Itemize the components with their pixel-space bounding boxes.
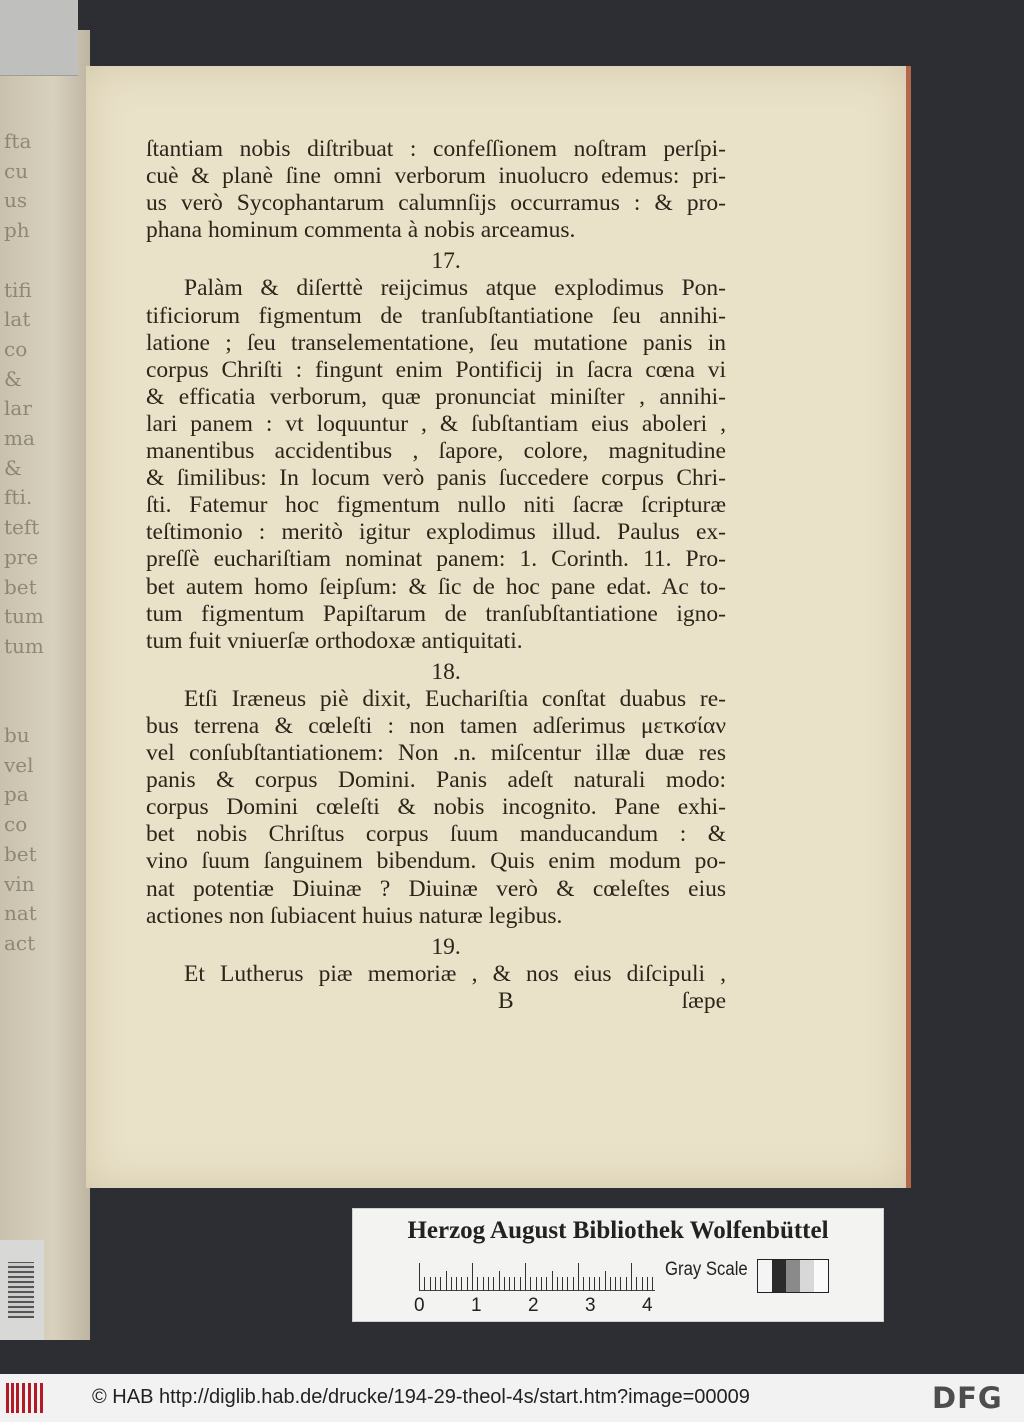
catchword: ſæpe <box>681 987 726 1014</box>
ruler-tick <box>514 1277 515 1291</box>
text-line: corpus Domini cœleſti & nobis incognito. Pane exhi- <box>146 794 726 821</box>
adjacent-page-fragment: ma <box>4 426 35 450</box>
text-line: bet nobis Chriſtus corpus ſuum manducandum : & <box>146 821 726 848</box>
ruler-tick <box>605 1271 606 1291</box>
adjacent-page-fragment: co <box>4 812 28 837</box>
ruler-tick <box>557 1277 558 1291</box>
adjacent-page-fragment: nat <box>4 901 37 926</box>
adjacent-page-fragment: us <box>4 188 28 213</box>
text-line: manentibus accidentibus , ſapore, colore, magnitudine <box>146 438 726 465</box>
ruler-tick <box>610 1277 611 1291</box>
ruler-tick <box>652 1277 653 1291</box>
ruler-tick <box>435 1277 436 1291</box>
text-line: tificiorum figmentum de tranſubſtantiatione ſeu annihi- <box>146 302 726 329</box>
library-strip <box>352 1208 884 1322</box>
ruler-tick <box>578 1263 579 1291</box>
adjacent-page-fragment: lar <box>4 396 32 421</box>
footer-url[interactable]: © HAB http://diglib.hab.de/drucke/194-29-theol-4s/start.htm?image=00009 <box>92 1386 750 1408</box>
text-line: & efficatia verborum, quæ pronunciat miniſter , annihi- <box>146 383 726 410</box>
ruler-tick <box>477 1277 478 1291</box>
adjacent-page-fragment: fti. <box>4 485 33 510</box>
ruler-tick <box>456 1277 457 1291</box>
ruler-tick <box>562 1277 563 1291</box>
text-line: us verò Sycophantarum calumnſijs occurramus : & pro- <box>146 190 726 217</box>
section-number: 17. <box>431 248 461 275</box>
catchword-row <box>146 988 726 1015</box>
adjacent-page-fragment: fta <box>4 129 32 153</box>
text-line: Palàm & diſerttè reijcimus atque explodimus Pon- <box>184 275 726 302</box>
adjacent-page-fragment: & <box>4 455 22 480</box>
ruler-tick <box>488 1277 489 1291</box>
ruler-tick <box>493 1277 494 1291</box>
text-line: preſſè euchariſtiam nominat panem: 1. Corinth. 11. Pro- <box>146 546 726 573</box>
hab-logo-icon <box>6 1383 46 1413</box>
adjacent-page-fragment: pa <box>4 782 29 807</box>
ruler-tick <box>424 1277 425 1291</box>
ruler-tick <box>620 1277 621 1291</box>
text-line: teſtimonio : meritò igitur explodimus illud. Paulus ex- <box>146 519 726 546</box>
ruler-tick <box>567 1277 568 1291</box>
text-line: tum fuit vniuerſæ orthodoxæ antiquitati. <box>146 627 523 654</box>
adjacent-page-fragment: lat <box>4 307 31 332</box>
ruler-tick <box>642 1277 643 1291</box>
ruler-tick <box>589 1277 590 1291</box>
section-number: 18. <box>431 658 461 685</box>
adjacent-page-fragment: act <box>4 930 36 955</box>
ruler-tick <box>499 1271 500 1291</box>
ruler-tick <box>546 1277 547 1291</box>
adjacent-page-fragment: ph <box>4 218 30 243</box>
adjacent-page-fragment: vel <box>4 752 34 777</box>
ruler-tick <box>583 1277 584 1291</box>
ruler-tick <box>594 1277 595 1291</box>
page-text <box>146 136 726 1015</box>
ruler-tick <box>440 1277 441 1291</box>
ruler-number: 3 <box>585 1295 596 1316</box>
text-line: bus terrena & cœleſti : non tamen adſerimus μετκσίαν <box>146 712 726 739</box>
gray-scale-swatch <box>757 1259 829 1293</box>
adjacent-page-fragment: tum <box>4 604 44 629</box>
ruler-tick <box>525 1263 526 1291</box>
ruler-tick <box>615 1277 616 1291</box>
ruler-tick <box>461 1277 462 1291</box>
adjacent-page-fragment: bet <box>4 841 37 866</box>
ruler-tick <box>573 1277 574 1291</box>
ruler-tick <box>520 1277 521 1291</box>
ruler-tick <box>636 1277 637 1291</box>
text-line: vino ſuum ſanguinem bibendum. Quis enim modum po- <box>146 848 726 875</box>
ruler-tick <box>631 1263 632 1291</box>
ruler-tick <box>419 1263 420 1291</box>
ruler-number: 1 <box>471 1295 482 1316</box>
adjacent-page-fragment: tifi <box>4 277 32 302</box>
ruler-tick <box>430 1277 431 1291</box>
adjacent-page-fragment: bet <box>4 574 37 599</box>
ruler-tick <box>472 1263 473 1291</box>
gray-scale-label: Gray Scale <box>665 1259 748 1280</box>
ruler-tick <box>647 1277 648 1291</box>
text-line: latione ; ſeu transelementatione, ſeu mutatione panis in <box>146 329 726 356</box>
ruler-tick <box>504 1277 505 1291</box>
book-page <box>86 66 911 1188</box>
text-line: ſti. Fatemur hoc figmentum nullo niti ſacræ ſcripturæ <box>146 492 726 519</box>
page-tab <box>0 0 78 76</box>
signature-mark: B <box>498 987 514 1014</box>
adjacent-page-fragment: co <box>4 336 28 361</box>
ruler-tick <box>467 1277 468 1291</box>
ruler-tick <box>552 1271 553 1291</box>
adjacent-page-fragment: cu <box>4 158 29 183</box>
text-line: Etſi Iræneus piè dixit, Euchariſtia conſtat duabus re- <box>184 685 726 712</box>
text-line: ſtantiam nobis diſtribuat : confeſſionem noſtram perſpi- <box>146 136 726 162</box>
ruler-tick <box>483 1277 484 1291</box>
ruler-tick <box>530 1277 531 1291</box>
text-line: nat potentiæ Diuinæ ? Diuinæ verò & cœleſtes eius <box>146 875 726 902</box>
adjacent-page <box>0 30 90 1340</box>
text-line: cuè & planè ſine omni verborum inuolucro edemus: pri- <box>146 163 726 190</box>
ruler-number: 0 <box>414 1295 425 1316</box>
ruler-number: 2 <box>528 1295 539 1316</box>
ruler-tick <box>599 1277 600 1291</box>
text-line: bet autem homo ſeipſum: & ſic de hoc pane edat. Ac to- <box>146 573 726 600</box>
footer-bar <box>0 1374 1024 1422</box>
ruler <box>419 1261 655 1299</box>
text-line: panis & corpus Domini. Panis adeſt naturali modo: <box>146 767 726 794</box>
adjacent-page-fragment: teft <box>4 515 40 540</box>
library-name: Herzog August Bibliothek Wolfenbüttel <box>407 1217 829 1244</box>
adjacent-page-fragment: vin <box>4 871 35 896</box>
text-line: corpus Chriſti : fingunt enim Pontificij in ſacra cœna vi <box>146 356 726 383</box>
text-line: phana hominum commenta à nobis arceamus. <box>146 217 576 244</box>
spine-label <box>0 1240 44 1340</box>
text-line: vel conſubſtantiationem: Non .n. miſcentur illæ duæ res <box>146 740 726 767</box>
adjacent-page-fragment: & <box>4 366 22 391</box>
ruler-number: 4 <box>642 1295 653 1316</box>
ruler-tick <box>509 1277 510 1291</box>
section-number: 19. <box>431 933 461 960</box>
ruler-tick <box>451 1277 452 1291</box>
ruler-tick <box>626 1277 627 1291</box>
text-line: tum figmentum Papiſtarum de tranſubſtantiatione igno- <box>146 600 726 627</box>
text-line: Et Lutherus piæ memoriæ , & nos eius diſcipuli , <box>184 960 726 987</box>
adjacent-page-fragment: tum <box>4 633 44 658</box>
dfg-logo: DFG <box>932 1381 1003 1415</box>
text-line: lari panem : vt loquuntur , & ſubſtantiam eius aboleri , <box>146 410 726 437</box>
adjacent-page-fragment: pre <box>4 544 39 569</box>
adjacent-page-fragment: bu <box>4 723 30 747</box>
ruler-tick <box>541 1277 542 1291</box>
ruler-tick <box>446 1271 447 1291</box>
ruler-tick <box>536 1277 537 1291</box>
text-line: & ſimilibus: In locum verò panis ſuccedere corpus Chri- <box>146 465 726 492</box>
text-line: actiones non ſubiacent huius naturæ legibus. <box>146 902 563 929</box>
